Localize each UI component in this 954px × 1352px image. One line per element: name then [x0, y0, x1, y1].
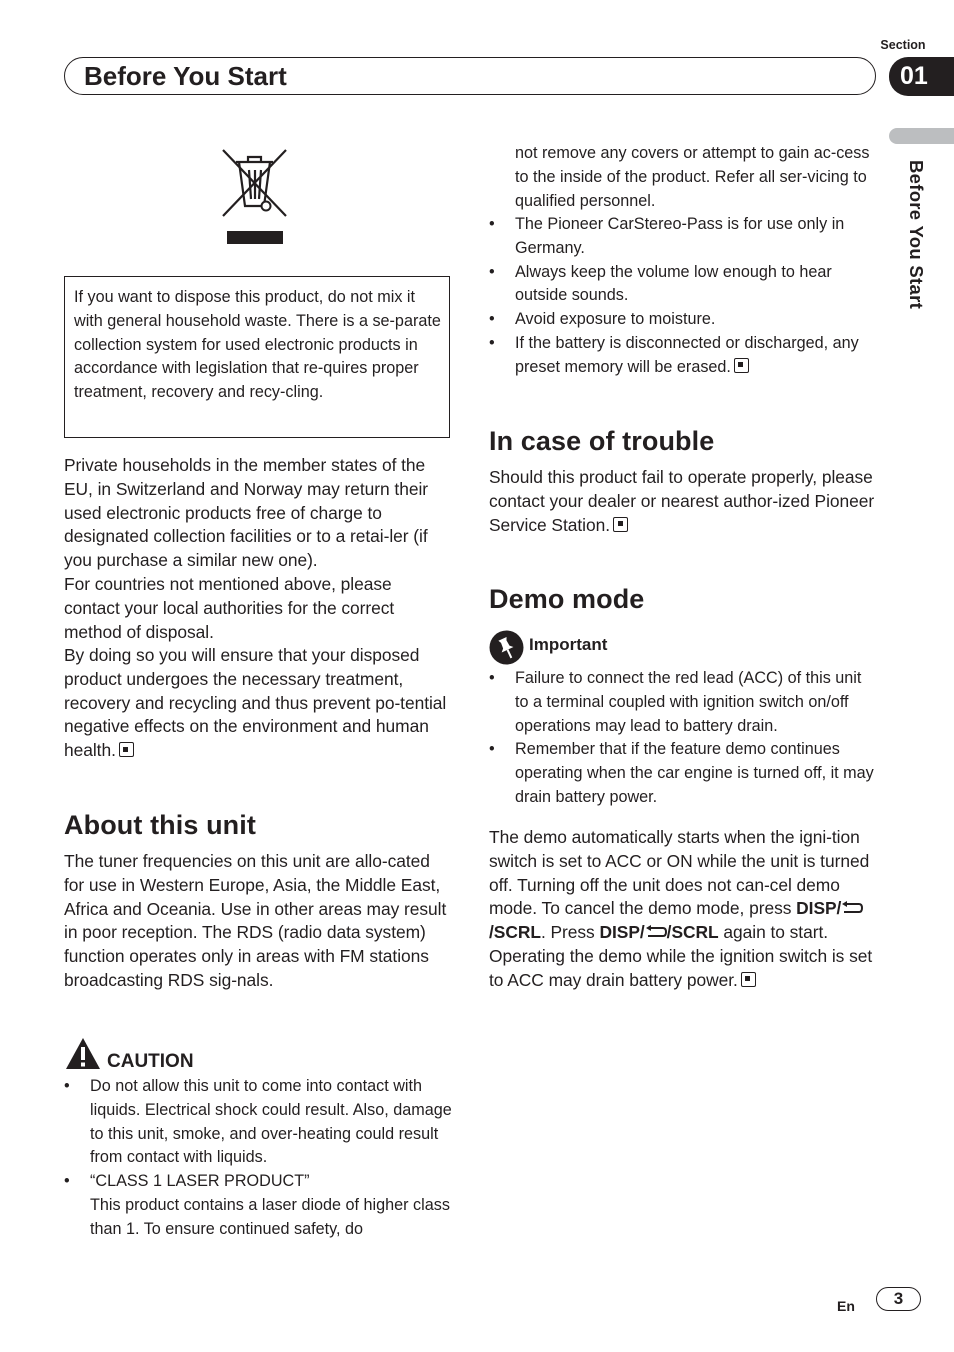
- caution-item-text: This product contains a laser diode of higher class than 1. To ensure continued safety, do: [90, 1195, 450, 1238]
- page-number: 3: [893, 1289, 904, 1308]
- about-heading: About this unit: [64, 810, 256, 840]
- scrl-button-label: /SCRL: [489, 922, 541, 943]
- caution-item-title: “CLASS 1 LASER PRODUCT”: [90, 1172, 310, 1191]
- trouble-text: [489, 466, 877, 537]
- warning-triangle-icon: [64, 1036, 102, 1072]
- footer-language: En: [837, 1298, 855, 1314]
- disposal-paragraph-3-text: By doing so you will ensure that your disposed product undergoes the necessary treatment, recovery and recycling and thus prevent po-tential negative effects on the environment and human health.: [64, 645, 447, 761]
- list-item: [489, 261, 875, 309]
- bullet-icon: •: [489, 262, 495, 281]
- caution-list: [64, 1075, 454, 1242]
- caution-list-continued: [489, 213, 875, 380]
- caution-label: CAUTION: [107, 1051, 194, 1072]
- side-tab-marker: [889, 128, 954, 144]
- demo-heading: Demo mode: [489, 584, 645, 614]
- bullet-icon: •: [64, 1077, 70, 1095]
- trouble-heading: In case of trouble: [489, 426, 715, 456]
- list-item: [489, 308, 875, 332]
- return-arrow-icon: [645, 925, 667, 939]
- caution-item-continued: not remove any covers or attempt to gain ac-cess to the inside of the product. Refer all ser-vicing to qualified personnel.: [515, 144, 870, 210]
- crossed-bin-icon: [218, 144, 292, 248]
- caution-item-text: If the battery is disconnected or discharged, any preset memory will be erased.: [515, 333, 859, 376]
- disposal-paragraph-1: Private households in the member states of the EU, in Switzerland and Norway may return their used electronic products free of charge to designated collection facilities or to a retai-ler (if you purchase a similar new one).: [64, 455, 429, 571]
- disposal-notice-text: If you want to dispose this product, do not mix it with general household waste. There is a se-parate collection system for used electronic products in accordance with legislation that re-quires proper treatment, recovery and recy-cling.: [74, 288, 441, 402]
- important-pin-icon: [489, 630, 524, 665]
- bullet-icon: •: [64, 1172, 70, 1191]
- caution-item-text: Do not allow this unit to come into contact with liquids. Electrical shock could result. Also, damage to this unit, smoke, and over-heating could result from contact with liquids.: [90, 1077, 452, 1167]
- list-item: [489, 667, 877, 738]
- list-item: [489, 738, 877, 809]
- demo-text-c: again to start. Operating the demo while the ignition switch is set to ACC may drain battery power.: [489, 922, 873, 990]
- bullet-icon: •: [489, 669, 495, 687]
- demo-text-a: The demo automatically starts when the igni-tion switch is set to ACC or ON while the unit is turned off. Turning off the unit does not can-cel demo mode. To cancel the demo mode, press: [489, 827, 870, 919]
- important-item-text: Failure to connect the red lead (ACC) of this unit to a terminal coupled with ignition switch on/off operations may lead to battery drain.: [515, 669, 862, 735]
- important-item-text: Remember that if the feature demo continues operating when the car engine is turned off, it may drain battery power.: [515, 740, 874, 806]
- bullet-icon: •: [489, 333, 495, 352]
- list-item: [64, 1075, 454, 1170]
- end-mark-icon: [734, 358, 749, 373]
- page-number-badge: [876, 1287, 921, 1311]
- end-mark-icon: [119, 742, 134, 757]
- bullet-icon: •: [489, 215, 495, 233]
- trouble-text-content: Should this product fail to operate properly, please contact your dealer or nearest author-ized Pioneer Service Station.: [489, 467, 875, 535]
- demo-text: [489, 826, 877, 993]
- demo-text-b: . Press: [540, 922, 600, 943]
- return-arrow-icon: [841, 901, 863, 915]
- end-mark-icon: [613, 517, 628, 532]
- caution-item-text: Always keep the volume low enough to hear outside sounds.: [515, 262, 832, 305]
- scrl-button-label: /SCRL: [666, 922, 719, 943]
- disposal-paragraph-3: [64, 644, 452, 763]
- bullet-icon: •: [489, 310, 495, 329]
- section-number: 01: [900, 62, 928, 90]
- side-tab-label: Before You Start: [906, 160, 927, 310]
- list-item: [489, 332, 875, 380]
- page-title: Before You Start: [84, 61, 287, 91]
- disp-button-label: DISP/: [796, 898, 842, 919]
- section-label: Section: [880, 38, 926, 52]
- important-label: Important: [529, 635, 608, 654]
- bullet-icon: •: [489, 740, 495, 759]
- disposal-paragraph-2: For countries not mentioned above, please contact your local authorities for the correct method of disposal.: [64, 574, 395, 642]
- disp-button-label: DISP/: [599, 922, 645, 943]
- list-item: [64, 1170, 454, 1241]
- important-list: [489, 667, 877, 810]
- caution-item-text: Avoid exposure to moisture.: [515, 310, 716, 329]
- list-item: [489, 213, 875, 261]
- end-mark-icon: [741, 972, 756, 987]
- caution-item-text: The Pioneer CarStereo-Pass is for use only in Germany.: [515, 215, 845, 257]
- section-number-badge: [889, 57, 954, 96]
- about-text: The tuner frequencies on this unit are allo-cated for use in Western Europe, Asia, the Middle East, Africa and Oceania. Use in other areas may result in poor reception. The RDS (radio data system) function operates only in areas with FM stations broadcasting RDS sig-nals.: [64, 851, 447, 990]
